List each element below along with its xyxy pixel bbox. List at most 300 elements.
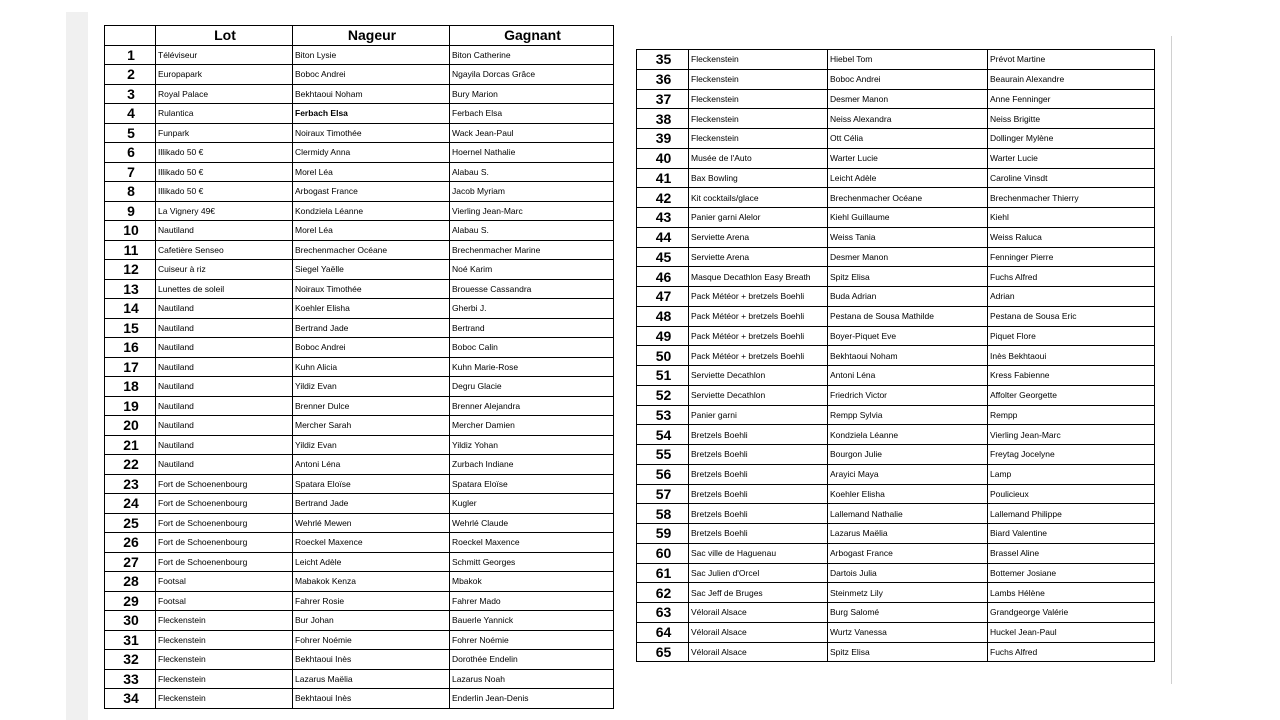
nageur-cell: Weiss Tania: [828, 227, 988, 247]
lot-number: 56: [637, 464, 689, 484]
lot-number: 19: [105, 396, 156, 416]
lot-number: 28: [105, 572, 156, 592]
gagnant-cell: Caroline Vinsdt: [988, 168, 1155, 188]
nageur-cell: Boboc Andrei: [293, 338, 450, 358]
nageur-cell: Koehler Elisha: [828, 484, 988, 504]
gagnant-cell: Ngayila Dorcas Grâce: [450, 65, 614, 85]
table-row: [637, 622, 1155, 642]
lot-cell: Illikado 50 €: [156, 162, 293, 182]
gagnant-cell: Brechenmacher Marine: [450, 240, 614, 260]
gagnant-cell: Fuchs Alfred: [988, 642, 1155, 662]
lot-number: 48: [637, 306, 689, 326]
gagnant-cell: Wehrlé Claude: [450, 513, 614, 533]
nageur-cell: Hiebel Tom: [828, 50, 988, 70]
nageur-cell: Roeckel Maxence: [293, 533, 450, 553]
lot-cell: Nautiland: [156, 396, 293, 416]
table-row: [637, 50, 1155, 70]
lot-cell: Sac ville de Haguenau: [689, 543, 828, 563]
nageur-cell: Fohrer Noémie: [293, 630, 450, 650]
gagnant-cell: Vierling Jean-Marc: [988, 425, 1155, 445]
header-nageur: Nageur: [293, 26, 450, 46]
gagnant-cell: Dorothée Endelin: [450, 650, 614, 670]
lot-cell: Footsal: [156, 591, 293, 611]
gagnant-cell: Noé Karim: [450, 260, 614, 280]
nageur-cell: Koehler Elisha: [293, 299, 450, 319]
lot-number: 35: [637, 50, 689, 70]
lot-number: 23: [105, 474, 156, 494]
table-row: [637, 227, 1155, 247]
gagnant-cell: Gherbi J.: [450, 299, 614, 319]
table-row: [637, 405, 1155, 425]
lot-number: 3: [105, 84, 156, 104]
nageur-cell: Bertrand Jade: [293, 494, 450, 514]
gagnant-cell: Lambs Hélène: [988, 583, 1155, 603]
lot-number: 21: [105, 435, 156, 455]
table-row: [637, 583, 1155, 603]
table-row: [637, 524, 1155, 544]
nageur-cell: Bekhtaoui Inès: [293, 689, 450, 709]
gagnant-cell: Grandgeorge Valérie: [988, 603, 1155, 623]
lot-number: 50: [637, 346, 689, 366]
lot-cell: Fleckenstein: [156, 630, 293, 650]
gagnant-cell: Zurbach Indiane: [450, 455, 614, 475]
table-row: [637, 247, 1155, 267]
table-row: [105, 474, 614, 494]
lot-cell: Nautiland: [156, 299, 293, 319]
nageur-cell: Mercher Sarah: [293, 416, 450, 436]
table-row: [105, 650, 614, 670]
lot-cell: Fleckenstein: [156, 611, 293, 631]
lot-number: 9: [105, 201, 156, 221]
gagnant-cell: Boboc Calin: [450, 338, 614, 358]
table-row: [105, 338, 614, 358]
table-row: [105, 318, 614, 338]
nageur-cell: Clermidy Anna: [293, 143, 450, 163]
lot-number: 58: [637, 504, 689, 524]
gagnant-cell: Fohrer Noémie: [450, 630, 614, 650]
lot-number: 33: [105, 669, 156, 689]
lot-number: 54: [637, 425, 689, 445]
lot-number: 6: [105, 143, 156, 163]
gagnant-cell: Neiss Brigitte: [988, 109, 1155, 129]
gagnant-cell: Affolter Georgette: [988, 385, 1155, 405]
gagnant-cell: Vierling Jean-Marc: [450, 201, 614, 221]
lot-number: 57: [637, 484, 689, 504]
table-row: [637, 385, 1155, 405]
gagnant-cell: Jacob Myriam: [450, 182, 614, 202]
nageur-cell: Pestana de Sousa Mathilde: [828, 306, 988, 326]
lot-number: 13: [105, 279, 156, 299]
lot-cell: Fleckenstein: [689, 69, 828, 89]
gagnant-cell: Biard Valentine: [988, 524, 1155, 544]
nageur-cell: Bekhtaoui Noham: [293, 84, 450, 104]
nageur-cell: Yildiz Evan: [293, 435, 450, 455]
lot-number: 22: [105, 455, 156, 475]
nageur-cell: Brenner Dulce: [293, 396, 450, 416]
nageur-cell: Brechenmacher Océane: [828, 188, 988, 208]
table-row: [105, 435, 614, 455]
table-row: [637, 346, 1155, 366]
table-row: [105, 123, 614, 143]
table-row: [105, 143, 614, 163]
nageur-cell: Arbogast France: [828, 543, 988, 563]
table-row: [105, 513, 614, 533]
lot-cell: Funpark: [156, 123, 293, 143]
table-row: [105, 494, 614, 514]
lot-cell: Serviette Decathlon: [689, 385, 828, 405]
nageur-cell: Ferbach Elsa: [293, 104, 450, 124]
gagnant-cell: Mercher Damien: [450, 416, 614, 436]
gagnant-cell: Lallemand Philippe: [988, 504, 1155, 524]
lot-cell: Fort de Schoenenbourg: [156, 533, 293, 553]
lot-number: 5: [105, 123, 156, 143]
nageur-cell: Kiehl Guillaume: [828, 208, 988, 228]
nageur-cell: Siegel Yaëlle: [293, 260, 450, 280]
table-row: [637, 464, 1155, 484]
lot-cell: Panier garni: [689, 405, 828, 425]
table-row: [105, 572, 614, 592]
lot-cell: Nautiland: [156, 318, 293, 338]
table-row: [637, 208, 1155, 228]
lot-cell: Pack Météor + bretzels Boehli: [689, 326, 828, 346]
lot-number: 38: [637, 109, 689, 129]
lot-cell: Fleckenstein: [689, 50, 828, 70]
table-row: [637, 543, 1155, 563]
table-row: [637, 366, 1155, 386]
nageur-cell: Morel Léa: [293, 221, 450, 241]
table-row: [105, 416, 614, 436]
table-row: [105, 689, 614, 709]
nageur-cell: Kuhn Alicia: [293, 357, 450, 377]
lot-cell: Musée de l'Auto: [689, 148, 828, 168]
lot-cell: Illikado 50 €: [156, 182, 293, 202]
gagnant-cell: Kiehl: [988, 208, 1155, 228]
table-row: [637, 129, 1155, 149]
table-row: [105, 201, 614, 221]
nageur-cell: Desmer Manon: [828, 89, 988, 109]
gagnant-cell: Rempp: [988, 405, 1155, 425]
lot-cell: Nautiland: [156, 221, 293, 241]
gagnant-cell: Kugler: [450, 494, 614, 514]
prize-table-left: [104, 25, 614, 709]
gagnant-cell: Kress Fabienne: [988, 366, 1155, 386]
lot-cell: Fort de Schoenenbourg: [156, 494, 293, 514]
lot-cell: Bax Bowling: [689, 168, 828, 188]
lot-cell: Sac Julien d'Orcel: [689, 563, 828, 583]
table-row: [105, 221, 614, 241]
lot-number: 2: [105, 65, 156, 85]
gagnant-cell: Brechenmacher Thierry: [988, 188, 1155, 208]
lot-cell: Europapark: [156, 65, 293, 85]
lot-number: 42: [637, 188, 689, 208]
gagnant-cell: Fenninger Pierre: [988, 247, 1155, 267]
nageur-cell: Bourgon Julie: [828, 445, 988, 465]
lot-number: 17: [105, 357, 156, 377]
lot-number: 20: [105, 416, 156, 436]
lot-number: 36: [637, 69, 689, 89]
nageur-cell: Kondziela Léanne: [828, 425, 988, 445]
lot-number: 8: [105, 182, 156, 202]
lot-cell: Bretzels Boehli: [689, 524, 828, 544]
lot-cell: Pack Météor + bretzels Boehli: [689, 306, 828, 326]
lot-cell: Rulantica: [156, 104, 293, 124]
lot-number: 34: [105, 689, 156, 709]
table-row: [105, 162, 614, 182]
table-row: [105, 357, 614, 377]
lot-cell: Bretzels Boehli: [689, 464, 828, 484]
table-row: [105, 240, 614, 260]
header-blank: [105, 26, 156, 46]
gagnant-cell: Warter Lucie: [988, 148, 1155, 168]
nageur-cell: Boyer-Piquet Eve: [828, 326, 988, 346]
gagnant-cell: Poulicieux: [988, 484, 1155, 504]
gagnant-cell: Yildiz Yohan: [450, 435, 614, 455]
gagnant-cell: Lazarus Noah: [450, 669, 614, 689]
table-row: [637, 306, 1155, 326]
lot-number: 31: [105, 630, 156, 650]
nageur-cell: Yildiz Evan: [293, 377, 450, 397]
lot-cell: Fort de Schoenenbourg: [156, 513, 293, 533]
gagnant-cell: Spatara Eloïse: [450, 474, 614, 494]
lot-cell: Bretzels Boehli: [689, 504, 828, 524]
lot-number: 18: [105, 377, 156, 397]
nageur-cell: Lazarus Maëlia: [828, 524, 988, 544]
nageur-cell: Antoni Léna: [293, 455, 450, 475]
gagnant-cell: Pestana de Sousa Eric: [988, 306, 1155, 326]
lot-cell: Fleckenstein: [689, 109, 828, 129]
gagnant-cell: Piquet Flore: [988, 326, 1155, 346]
nageur-cell: Buda Adrian: [828, 287, 988, 307]
nageur-cell: Burg Salomé: [828, 603, 988, 623]
table-row: [637, 603, 1155, 623]
lot-cell: Nautiland: [156, 435, 293, 455]
nageur-cell: Spitz Elisa: [828, 267, 988, 287]
lot-cell: Panier garni Alelor: [689, 208, 828, 228]
table-row: [105, 396, 614, 416]
gagnant-cell: Lamp: [988, 464, 1155, 484]
nageur-cell: Kondziela Léanne: [293, 201, 450, 221]
gagnant-cell: Bury Marion: [450, 84, 614, 104]
nageur-cell: Steinmetz Lily: [828, 583, 988, 603]
lot-number: 53: [637, 405, 689, 425]
nageur-cell: Ott Célia: [828, 129, 988, 149]
lot-cell: Nautiland: [156, 416, 293, 436]
lot-cell: La Vignery 49€: [156, 201, 293, 221]
lot-number: 7: [105, 162, 156, 182]
nageur-cell: Mabakok Kenza: [293, 572, 450, 592]
gagnant-cell: Adrian: [988, 287, 1155, 307]
gagnant-cell: Ferbach Elsa: [450, 104, 614, 124]
nageur-cell: Biton Lysie: [293, 45, 450, 65]
table-row: [637, 484, 1155, 504]
nageur-cell: Warter Lucie: [828, 148, 988, 168]
lot-number: 65: [637, 642, 689, 662]
table-row: [637, 425, 1155, 445]
nageur-cell: Bekhtaoui Inès: [293, 650, 450, 670]
lot-number: 11: [105, 240, 156, 260]
gagnant-cell: Enderlin Jean-Denis: [450, 689, 614, 709]
lot-number: 61: [637, 563, 689, 583]
nageur-cell: Arayici Maya: [828, 464, 988, 484]
nageur-cell: Leicht Adèle: [293, 552, 450, 572]
prize-table-right: [636, 49, 1155, 662]
gagnant-cell: Roeckel Maxence: [450, 533, 614, 553]
table-row: [637, 504, 1155, 524]
table-row: [637, 445, 1155, 465]
nageur-cell: Spatara Eloïse: [293, 474, 450, 494]
nageur-cell: Neiss Alexandra: [828, 109, 988, 129]
lot-number: 41: [637, 168, 689, 188]
table-row: [637, 563, 1155, 583]
lot-number: 16: [105, 338, 156, 358]
lot-number: 27: [105, 552, 156, 572]
lot-cell: Cuiseur à riz: [156, 260, 293, 280]
table-row: [105, 65, 614, 85]
lot-cell: Fleckenstein: [156, 689, 293, 709]
nageur-cell: Leicht Adèle: [828, 168, 988, 188]
lot-number: 49: [637, 326, 689, 346]
table-row: [105, 669, 614, 689]
table-row: [637, 642, 1155, 662]
lot-number: 52: [637, 385, 689, 405]
lot-cell: Vélorail Alsace: [689, 603, 828, 623]
table-row: [105, 591, 614, 611]
table-row: [105, 182, 614, 202]
lot-number: 29: [105, 591, 156, 611]
lot-cell: Cafetière Senseo: [156, 240, 293, 260]
table-row: [105, 377, 614, 397]
gagnant-cell: Alabau S.: [450, 162, 614, 182]
lot-number: 55: [637, 445, 689, 465]
gagnant-cell: Inès Bekhtaoui: [988, 346, 1155, 366]
nageur-cell: Wurtz Vanessa: [828, 622, 988, 642]
lot-number: 62: [637, 583, 689, 603]
table-body: [637, 50, 1155, 662]
lot-number: 51: [637, 366, 689, 386]
gagnant-cell: Brouesse Cassandra: [450, 279, 614, 299]
lot-number: 25: [105, 513, 156, 533]
gagnant-cell: Bertrand: [450, 318, 614, 338]
nageur-cell: Rempp Sylvia: [828, 405, 988, 425]
lot-cell: Bretzels Boehli: [689, 425, 828, 445]
nageur-cell: Bekhtaoui Noham: [828, 346, 988, 366]
gagnant-cell: Bauerle Yannick: [450, 611, 614, 631]
nageur-cell: Bur Johan: [293, 611, 450, 631]
lot-cell: Nautiland: [156, 357, 293, 377]
lot-number: 14: [105, 299, 156, 319]
table-row: [105, 630, 614, 650]
table-header-row: [105, 26, 614, 46]
lot-cell: Fleckenstein: [156, 669, 293, 689]
table-row: [637, 326, 1155, 346]
lot-number: 47: [637, 287, 689, 307]
lot-cell: Bretzels Boehli: [689, 445, 828, 465]
gagnant-cell: Schmitt Georges: [450, 552, 614, 572]
gagnant-cell: Freytag Jocelyne: [988, 445, 1155, 465]
lot-number: 37: [637, 89, 689, 109]
lot-cell: Footsal: [156, 572, 293, 592]
lot-cell: Vélorail Alsace: [689, 622, 828, 642]
table-row: [105, 260, 614, 280]
gagnant-cell: Wack Jean-Paul: [450, 123, 614, 143]
table-row: [105, 299, 614, 319]
gagnant-cell: Dollinger Mylène: [988, 129, 1155, 149]
gagnant-cell: Degru Glacie: [450, 377, 614, 397]
nageur-cell: Noiraux Timothée: [293, 123, 450, 143]
table-row: [105, 533, 614, 553]
gagnant-cell: Hoernel Nathalie: [450, 143, 614, 163]
lot-cell: Fleckenstein: [689, 89, 828, 109]
lot-number: 63: [637, 603, 689, 623]
nageur-cell: Dartois Julia: [828, 563, 988, 583]
lot-cell: Serviette Decathlon: [689, 366, 828, 386]
lot-number: 43: [637, 208, 689, 228]
header-gagnant: Gagnant: [450, 26, 614, 46]
gagnant-cell: Anne Fenninger: [988, 89, 1155, 109]
lot-cell: Fleckenstein: [156, 650, 293, 670]
lot-number: 39: [637, 129, 689, 149]
table-row: [637, 287, 1155, 307]
lot-number: 60: [637, 543, 689, 563]
lot-cell: Fort de Schoenenbourg: [156, 474, 293, 494]
gagnant-cell: Weiss Raluca: [988, 227, 1155, 247]
lot-cell: Pack Météor + bretzels Boehli: [689, 346, 828, 366]
lot-cell: Téléviseur: [156, 45, 293, 65]
lot-cell: Royal Palace: [156, 84, 293, 104]
lot-cell: Nautiland: [156, 455, 293, 475]
nageur-cell: Friedrich Victor: [828, 385, 988, 405]
table-row: [105, 279, 614, 299]
nageur-cell: Boboc Andrei: [293, 65, 450, 85]
slide-margin-strip: [66, 12, 88, 720]
nageur-cell: Lallemand Nathalie: [828, 504, 988, 524]
gagnant-cell: Fahrer Mado: [450, 591, 614, 611]
table-body: [105, 45, 614, 708]
table-row: [637, 109, 1155, 129]
lot-cell: Illikado 50 €: [156, 143, 293, 163]
lot-cell: Serviette Arena: [689, 227, 828, 247]
lot-cell: Kit cocktails/glace: [689, 188, 828, 208]
lot-cell: Lunettes de soleil: [156, 279, 293, 299]
nageur-cell: Fahrer Rosie: [293, 591, 450, 611]
lot-number: 64: [637, 622, 689, 642]
gagnant-cell: Brenner Alejandra: [450, 396, 614, 416]
gagnant-cell: Bottemer Josiane: [988, 563, 1155, 583]
lot-cell: Pack Météor + bretzels Boehli: [689, 287, 828, 307]
gagnant-cell: Alabau S.: [450, 221, 614, 241]
table-row: [105, 611, 614, 631]
nageur-cell: Desmer Manon: [828, 247, 988, 267]
nageur-cell: Boboc Andrei: [828, 69, 988, 89]
page-edge-line: [1171, 36, 1172, 684]
lot-number: 4: [105, 104, 156, 124]
table-row: [105, 455, 614, 475]
gagnant-cell: Beaurain Alexandre: [988, 69, 1155, 89]
lot-number: 1: [105, 45, 156, 65]
table-row: [637, 148, 1155, 168]
lot-cell: Sac Jeff de Bruges: [689, 583, 828, 603]
gagnant-cell: Brassel Aline: [988, 543, 1155, 563]
header-lot: Lot: [156, 26, 293, 46]
nageur-cell: Brechenmacher Océane: [293, 240, 450, 260]
lot-number: 10: [105, 221, 156, 241]
table-row: [637, 89, 1155, 109]
lot-cell: Masque Decathlon Easy Breath: [689, 267, 828, 287]
lot-cell: Vélorail Alsace: [689, 642, 828, 662]
lot-cell: Nautiland: [156, 377, 293, 397]
gagnant-cell: Biton Catherine: [450, 45, 614, 65]
lot-number: 26: [105, 533, 156, 553]
